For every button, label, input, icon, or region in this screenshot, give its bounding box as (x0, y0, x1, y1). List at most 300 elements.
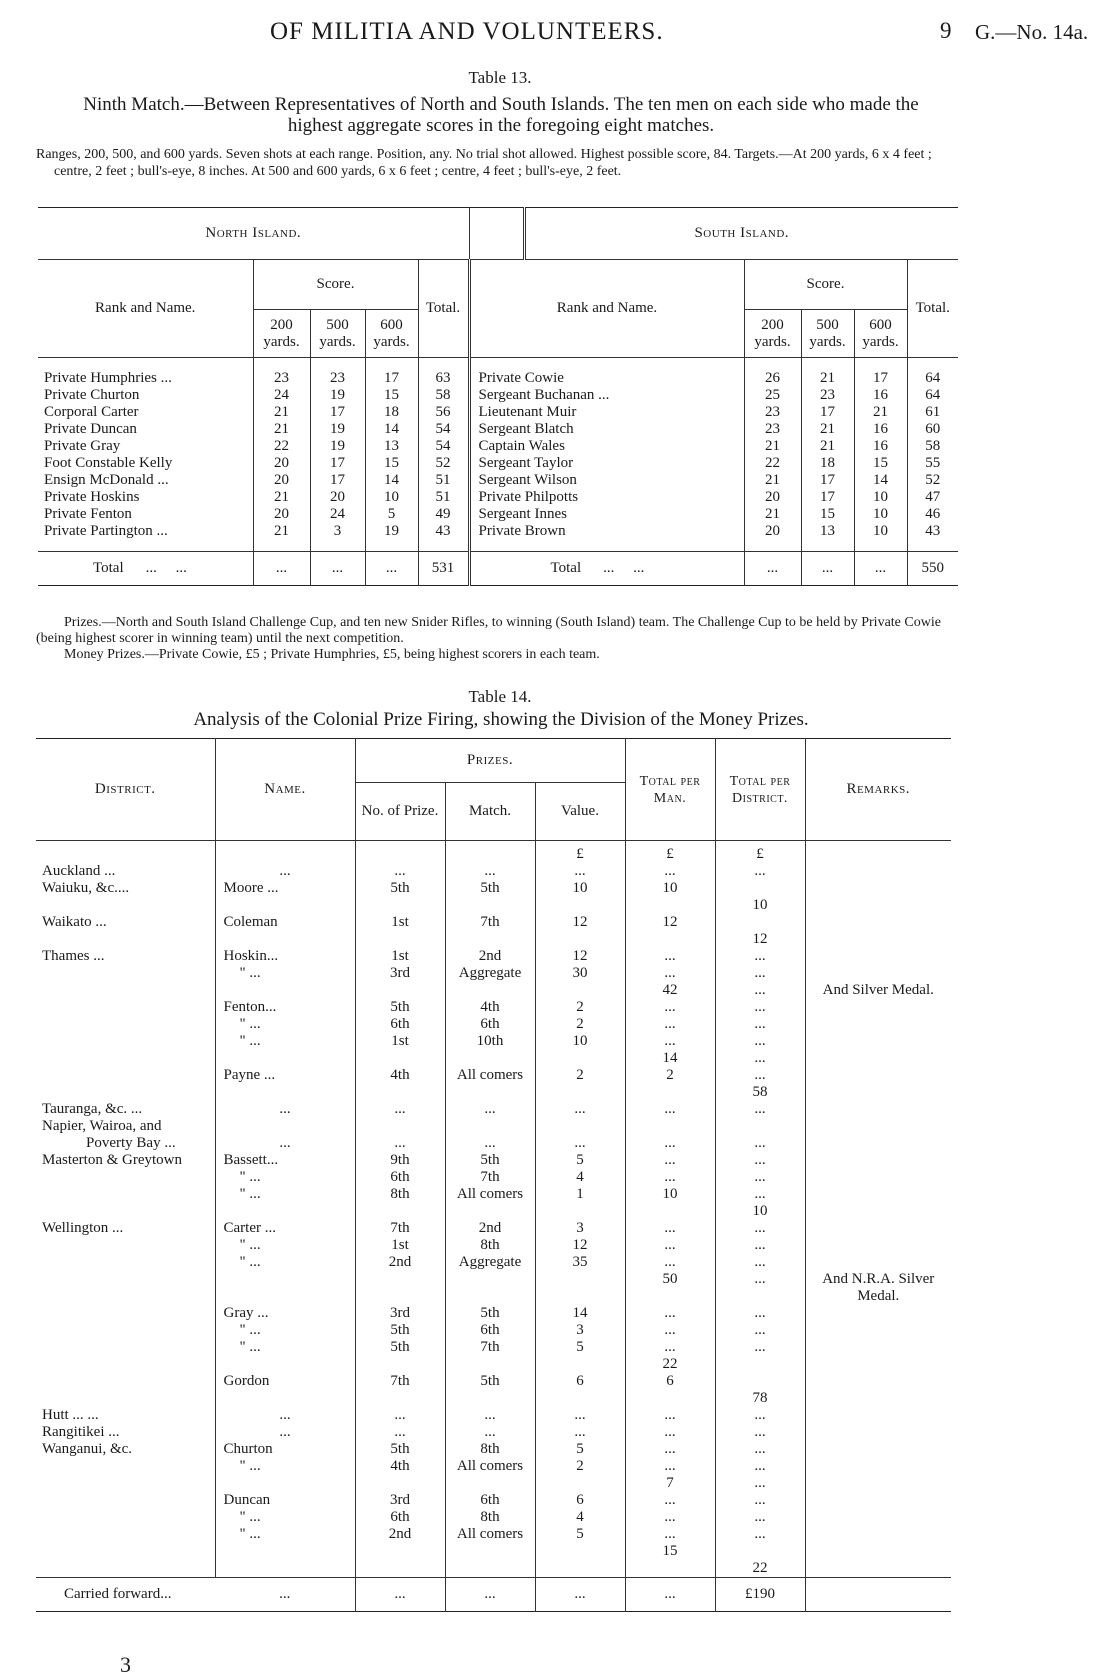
prize-no-cell (355, 897, 445, 914)
value-cell: 6 (535, 1492, 625, 1509)
total-man-cell: ... (625, 1152, 715, 1169)
total-district-cell: ... (715, 948, 805, 965)
match-cell: 7th (445, 1169, 535, 1186)
match-cell: All comers (445, 1458, 535, 1475)
prize-no-cell (355, 1118, 445, 1135)
table14-body (36, 863, 951, 1578)
remarks-cell (805, 965, 951, 982)
match-cell: All comers (445, 1067, 535, 1084)
name-cell: Coleman (215, 914, 355, 931)
range-score: 24 (253, 387, 310, 404)
value-cell: 12 (535, 1237, 625, 1254)
total-district-cell (715, 914, 805, 931)
range-score: 17 (801, 489, 854, 506)
prize-no-cell: 3rd (355, 965, 445, 982)
name-cell: " ... (215, 1237, 355, 1254)
range-200-south: 200 yards. (744, 310, 801, 358)
total-man-cell: ... (625, 1458, 715, 1475)
total-man-cell: 10 (625, 1186, 715, 1203)
district-cell (36, 1543, 215, 1560)
match-cell (445, 1203, 535, 1220)
total-district-cell: ... (715, 1526, 805, 1543)
remarks-cell (805, 1373, 951, 1390)
competitor-name: Private Duncan (44, 420, 137, 437)
north-island-header: North Island. (38, 208, 469, 260)
match-cell (445, 1543, 535, 1560)
match-header: Match. (445, 783, 535, 841)
name-cell: Moore ... (215, 880, 355, 897)
match-cell: 2nd (445, 948, 535, 965)
table13-description: Ranges, 200, 500, and 600 yards. Seven shots at each range. Position, any. No trial shot allowed. Highest possible score, 84. Targets.—At 200 yards, 6 x 4 feet ; centre, 2 feet ; bull's-eye, 8 inches. At 500 and 600 yards, 6 x 6 feet ; centre, 4 feet ; bull's-eye, 2 feet. (36, 147, 932, 179)
remarks-cell (805, 1441, 951, 1458)
remarks-cell: And N.R.A. Silver Medal. (822, 1270, 935, 1304)
table14-heading: Analysis of the Colonial Prize Firing, showing the Division of the Money Prizes. (193, 709, 809, 730)
prize-row (36, 982, 951, 999)
competitor-name: Sergeant Blatch (469, 421, 744, 438)
prize-no-cell (355, 1203, 445, 1220)
total-district-cell: 22 (715, 1560, 805, 1578)
match-cell: Aggregate (445, 965, 535, 982)
range-score: 21 (801, 370, 854, 387)
score-header: Score. (253, 260, 418, 310)
prize-no-cell (355, 931, 445, 948)
prize-no-cell: ... (355, 1135, 445, 1152)
competitor-name: Corporal Carter (44, 403, 139, 420)
running-head-title: OF MILITIA AND VOLUNTEERS. (270, 18, 664, 45)
prize-no-cell (355, 982, 445, 999)
value-cell: 35 (535, 1254, 625, 1271)
value-cell: 2 (535, 1458, 625, 1475)
name-cell: ... (215, 1101, 355, 1118)
value-cell: 14 (535, 1305, 625, 1322)
total-district-cell: ... (715, 1407, 805, 1424)
total-man-cell: ... (625, 1033, 715, 1050)
match-cell (445, 931, 535, 948)
table13-heading: Ninth Match.—Between Representatives of North and South Islands. The ten men on each side who made the highest aggregate scores in the foregoing eight matches. (83, 94, 919, 136)
prize-row (36, 1305, 951, 1322)
competitor-total: 54 (418, 438, 469, 455)
value-cell: 3 (535, 1220, 625, 1237)
page-number: 9 (940, 18, 952, 43)
district-cell (36, 999, 215, 1016)
prize-no-cell: 6th (355, 1016, 445, 1033)
district-cell (36, 1203, 215, 1220)
prize-row (36, 965, 951, 982)
score-row (38, 438, 958, 455)
competitor-name: Sergeant Innes (469, 506, 744, 523)
range-score: 21 (744, 506, 801, 523)
score-row (38, 421, 958, 438)
name-cell: Payne ... (215, 1067, 355, 1084)
name-cell (215, 1356, 355, 1373)
prize-row (36, 1135, 951, 1152)
district-cell (36, 1016, 215, 1033)
district-cell (36, 965, 215, 982)
name-cell (215, 1271, 355, 1305)
prize-row (36, 1220, 951, 1237)
carried-dots: ... (445, 1577, 535, 1611)
range-score: 21 (854, 404, 907, 421)
name-cell: Gordon (215, 1373, 355, 1390)
total-man-cell: 15 (625, 1543, 715, 1560)
range-score: 23 (744, 421, 801, 438)
total-man-cell (625, 1203, 715, 1220)
range-score: 15 (854, 455, 907, 472)
prize-no-cell: 5th (355, 1339, 445, 1356)
total-header-south: Total. (907, 260, 958, 358)
prize-no-cell: 1st (355, 914, 445, 931)
total-man-cell: ... (625, 1220, 715, 1237)
prize-row (36, 1033, 951, 1050)
competitor-name: Private Brown (469, 523, 744, 540)
value-cell: 30 (535, 965, 625, 982)
prize-row (36, 1237, 951, 1254)
total-district-cell (715, 1118, 805, 1135)
range-score: 19 (310, 421, 365, 438)
value-cell: 12 (535, 948, 625, 965)
district-cell (36, 1067, 215, 1084)
value-cell (535, 982, 625, 999)
prize-row (36, 948, 951, 965)
remarks-cell (805, 1118, 951, 1135)
value-cell: ... (535, 1135, 625, 1152)
competitor-name: Foot Constable Kelly (44, 454, 173, 471)
district-cell: Waiuku, &c.... (36, 880, 215, 897)
prize-no-cell: 2nd (355, 1526, 445, 1543)
district-cell (36, 1373, 215, 1390)
district-cell: Waikato ... (36, 914, 215, 931)
total-district-cell: 78 (715, 1390, 805, 1407)
total-district-cell (715, 1543, 805, 1560)
range-score: 21 (253, 421, 310, 438)
prize-no-cell: 1st (355, 948, 445, 965)
remarks-header: Remarks. (846, 781, 911, 797)
name-cell: " ... (215, 1033, 355, 1050)
prize-row (36, 999, 951, 1016)
range-score: 13 (801, 523, 854, 540)
table13-caption: Table 13. (468, 68, 532, 87)
total-header: Total. (418, 260, 469, 358)
district-cell: Tauranga, &c. ... (36, 1101, 215, 1118)
value-cell: 2 (535, 1016, 625, 1033)
value-cell: ... (535, 1407, 625, 1424)
total-district-cell: ... (715, 1254, 805, 1271)
competitor-total: 64 (907, 387, 958, 404)
prize-row (36, 1373, 951, 1390)
score-row (38, 506, 958, 523)
name-cell (215, 1203, 355, 1220)
total-man-cell: ... (625, 1441, 715, 1458)
prize-row (36, 1390, 951, 1407)
total-man-cell: 10 (625, 880, 715, 897)
range-score: 20 (253, 455, 310, 472)
prize-no-cell (355, 1543, 445, 1560)
value-cell: 4 (535, 1509, 625, 1526)
name-cell: Carter ... (215, 1220, 355, 1237)
total-man-cell: 50 (625, 1271, 715, 1305)
district-cell: Wanganui, &c. (36, 1441, 215, 1458)
total-district-cell: ... (715, 1220, 805, 1237)
district-cell (36, 1186, 215, 1203)
district-currency: £ (715, 841, 805, 863)
total-district-cell: ... (715, 1152, 805, 1169)
value-cell: 5 (535, 1441, 625, 1458)
total-district-cell: ... (715, 1237, 805, 1254)
carried-forward-label: Carried forward... (64, 1585, 172, 1602)
prize-row (36, 1475, 951, 1492)
prize-no-cell: 6th (355, 1509, 445, 1526)
match-cell: All comers (445, 1186, 535, 1203)
district-cell: Hutt ... ... (36, 1407, 215, 1424)
match-cell: 5th (445, 1305, 535, 1322)
competitor-name: Ensign McDonald ... (44, 471, 169, 488)
competitor-total: 43 (907, 523, 958, 540)
competitor-total: 49 (418, 506, 469, 523)
range-score: 21 (253, 404, 310, 421)
total-man-cell: ... (625, 1016, 715, 1033)
prize-row (36, 863, 951, 880)
score-row (38, 404, 958, 421)
prize-no-cell: 5th (355, 1322, 445, 1339)
prize-row (36, 1339, 951, 1356)
range-score: 14 (365, 421, 418, 438)
value-cell: 5 (535, 1526, 625, 1543)
district-cell (36, 1492, 215, 1509)
district-cell: Napier, Wairoa, and (36, 1118, 215, 1135)
remarks-cell: And Silver Medal. (822, 981, 934, 998)
prize-no-cell: 5th (355, 880, 445, 897)
district-cell (36, 1339, 215, 1356)
name-cell (215, 1543, 355, 1560)
table14-caption: Table 14. (468, 687, 532, 706)
total-district-cell: ... (715, 1050, 805, 1067)
name-cell (215, 897, 355, 914)
match-cell (445, 1560, 535, 1578)
match-cell: 6th (445, 1016, 535, 1033)
value-cell: 12 (535, 914, 625, 931)
district-cell (36, 1560, 215, 1578)
total-district-cell: ... (715, 863, 805, 880)
match-cell: ... (445, 1424, 535, 1441)
prize-row (36, 1118, 951, 1135)
competitor-total: 61 (907, 404, 958, 421)
rank-name-header: Rank and Name. (38, 260, 253, 358)
total-district-cell (715, 1356, 805, 1373)
match-cell (445, 1118, 535, 1135)
total-district-cell: ... (715, 1458, 805, 1475)
prize-row (36, 1271, 951, 1305)
match-cell (445, 982, 535, 999)
total-man-cell: ... (625, 1305, 715, 1322)
range-score: 14 (854, 472, 907, 489)
total-man-cell: ... (625, 1322, 715, 1339)
range-score: 23 (310, 370, 365, 387)
total-district-cell: ... (715, 1135, 805, 1152)
district-cell (36, 1050, 215, 1067)
total-per-district-header: Total per District. (715, 739, 805, 841)
range-600-south: 600 yards. (854, 310, 907, 358)
name-cell (215, 931, 355, 948)
name-cell: ... (215, 1135, 355, 1152)
man-currency: £ (625, 841, 715, 863)
total-district-cell: 10 (715, 897, 805, 914)
prize-no-cell (355, 1390, 445, 1407)
competitor-name: Sergeant Wilson (469, 472, 744, 489)
table13: North Island. South Island. Rank and Name. Score. Total. Rank and Name. Score. Total. 200 yards. 500 yards. 600 yards. 200 yards. 500 yards. 600 yards. Private Humphries ... 23 23 17 63 Private Cowie 26 21 17 64 Private Churton 24 19 15 58 Sergeant Buchanan ... 25 23 16 64 Corporal Carter 21 17 18 56 Lieutenant Muir 23 17 21 61 Private Duncan 21 19 14 54 Sergeant Blatch 23 21 16 60 Private Gray 22 19 13 54 Captain Wales 21 21 16 58 Foot Constable Kelly 20 17 15 52 Sergeant Taylor 22 18 15 55 Ensign McDonald ... 20 17 14 51 Sergeant Wilson 21 17 14 52 Private Hoskins 21 20 10 51 Private Philpotts 20 17 10 47 Private Fenton 20 24 5 49 Sergeant Innes 21 15 10 46 Private Partington ... 21 3 19 43 Private Brown 20 13 10 43 Total ... ... ... ... ... 531 Total ... ... ... ... ... 550 (38, 207, 958, 586)
value-cell: ... (535, 1424, 625, 1441)
total-district-cell: ... (715, 1305, 805, 1322)
match-cell (445, 1084, 535, 1101)
range-score: 16 (854, 421, 907, 438)
value-cell (535, 1543, 625, 1560)
district-cell (36, 1033, 215, 1050)
district-cell: Rangitikei ... (36, 1424, 215, 1441)
remarks-cell (805, 1458, 951, 1475)
match-cell: 5th (445, 1373, 535, 1390)
competitor-total: 60 (907, 421, 958, 438)
district-cell (36, 1084, 215, 1101)
match-cell (445, 1475, 535, 1492)
match-cell: 5th (445, 880, 535, 897)
south-island-header: South Island. (524, 208, 958, 260)
carried-dots: ... (215, 1577, 355, 1611)
remarks-cell (805, 1016, 951, 1033)
prize-no-cell (355, 1560, 445, 1578)
remarks-cell (805, 914, 951, 931)
name-cell: Bassett... (215, 1152, 355, 1169)
remarks-cell (805, 880, 951, 897)
total-district-cell: ... (715, 1033, 805, 1050)
total-district-cell: ... (715, 1067, 805, 1084)
match-cell: 8th (445, 1509, 535, 1526)
value-cell: 5 (535, 1152, 625, 1169)
prize-no-cell (355, 1084, 445, 1101)
range-score: 21 (744, 472, 801, 489)
name-cell (215, 1118, 355, 1135)
competitor-name: Private Cowie (469, 370, 744, 387)
total-man-cell: ... (625, 948, 715, 965)
remarks-cell (805, 1050, 951, 1067)
total-district-cell: ... (715, 1509, 805, 1526)
remarks-cell (805, 863, 951, 880)
district-cell: Wellington ... (36, 1220, 215, 1237)
value-cell (535, 1118, 625, 1135)
range-score: 17 (854, 370, 907, 387)
match-cell: Aggregate (445, 1254, 535, 1271)
range-score: 22 (253, 438, 310, 455)
prize-no-cell: 3rd (355, 1492, 445, 1509)
range-score: 10 (365, 489, 418, 506)
match-cell (445, 897, 535, 914)
remarks-cell (805, 1084, 951, 1101)
prize-row (36, 1050, 951, 1067)
range-score: 17 (310, 404, 365, 421)
competitor-total: 58 (418, 387, 469, 404)
value-cell (535, 1084, 625, 1101)
competitor-name: Private Gray (44, 437, 121, 454)
prize-row (36, 1067, 951, 1084)
range-score: 20 (253, 506, 310, 523)
value-currency: £ (535, 841, 625, 863)
competitor-total: 54 (418, 421, 469, 438)
range-score: 15 (365, 455, 418, 472)
district-cell: Masterton & Greytown (36, 1152, 215, 1169)
prize-no-cell (355, 1475, 445, 1492)
range-score: 14 (365, 472, 418, 489)
score-row (38, 472, 958, 489)
total-man-cell: ... (625, 1169, 715, 1186)
south-total: 550 (907, 552, 958, 586)
value-cell (535, 1356, 625, 1373)
match-cell: 7th (445, 914, 535, 931)
remarks-cell (805, 1033, 951, 1050)
total-district-cell: ... (715, 999, 805, 1016)
total-man-cell: 2 (625, 1067, 715, 1084)
carried-forward-total: £190 (715, 1577, 805, 1611)
prize-no-cell: 8th (355, 1186, 445, 1203)
range-score: 17 (365, 370, 418, 387)
range-score: 19 (310, 387, 365, 404)
district-cell (36, 1458, 215, 1475)
prize-no-cell: ... (355, 1424, 445, 1441)
range-score: 20 (253, 472, 310, 489)
value-cell (535, 1203, 625, 1220)
match-cell (445, 1356, 535, 1373)
name-cell: " ... (215, 1322, 355, 1339)
prize-no-cell: 5th (355, 999, 445, 1016)
prize-row (36, 1254, 951, 1271)
range-score: 15 (365, 387, 418, 404)
value-cell: 1 (535, 1186, 625, 1203)
name-cell (215, 1560, 355, 1578)
district-cell (36, 1271, 215, 1305)
total-row-label: Total ... ... (93, 560, 187, 576)
total-district-cell (715, 880, 805, 897)
remarks-cell (805, 1203, 951, 1220)
footer-page-number: 3 (120, 1652, 131, 1677)
range-500-south: 500 yards. (801, 310, 854, 358)
prize-no-cell: 2nd (355, 1254, 445, 1271)
range-score: 19 (365, 523, 418, 540)
total-man-cell: ... (625, 863, 715, 880)
total-man-cell: 6 (625, 1373, 715, 1390)
range-score: 15 (801, 506, 854, 523)
total-man-cell: ... (625, 1492, 715, 1509)
match-cell: 6th (445, 1322, 535, 1339)
competitor-name: Sergeant Buchanan ... (469, 387, 744, 404)
range-score: 10 (854, 523, 907, 540)
district-cell: Thames ... (36, 948, 215, 965)
range-500: 500 yards. (310, 310, 365, 358)
prize-no-cell: ... (355, 1407, 445, 1424)
prize-row (36, 931, 951, 948)
value-cell (535, 931, 625, 948)
remarks-cell (805, 1339, 951, 1356)
total-man-cell: 42 (625, 982, 715, 999)
range-score: 21 (253, 523, 310, 540)
carried-dots: ... (625, 1577, 715, 1611)
range-score: 19 (310, 438, 365, 455)
document-reference: G.—No. 14a. (975, 20, 1089, 44)
table13-notes (36, 615, 956, 663)
competitor-name: Private Fenton (44, 505, 132, 522)
score-row (38, 370, 958, 387)
remarks-cell (805, 1254, 951, 1271)
name-header: Name. (215, 739, 355, 841)
name-cell: " ... (215, 1339, 355, 1356)
total-man-cell: ... (625, 1509, 715, 1526)
value-cell (535, 1560, 625, 1578)
